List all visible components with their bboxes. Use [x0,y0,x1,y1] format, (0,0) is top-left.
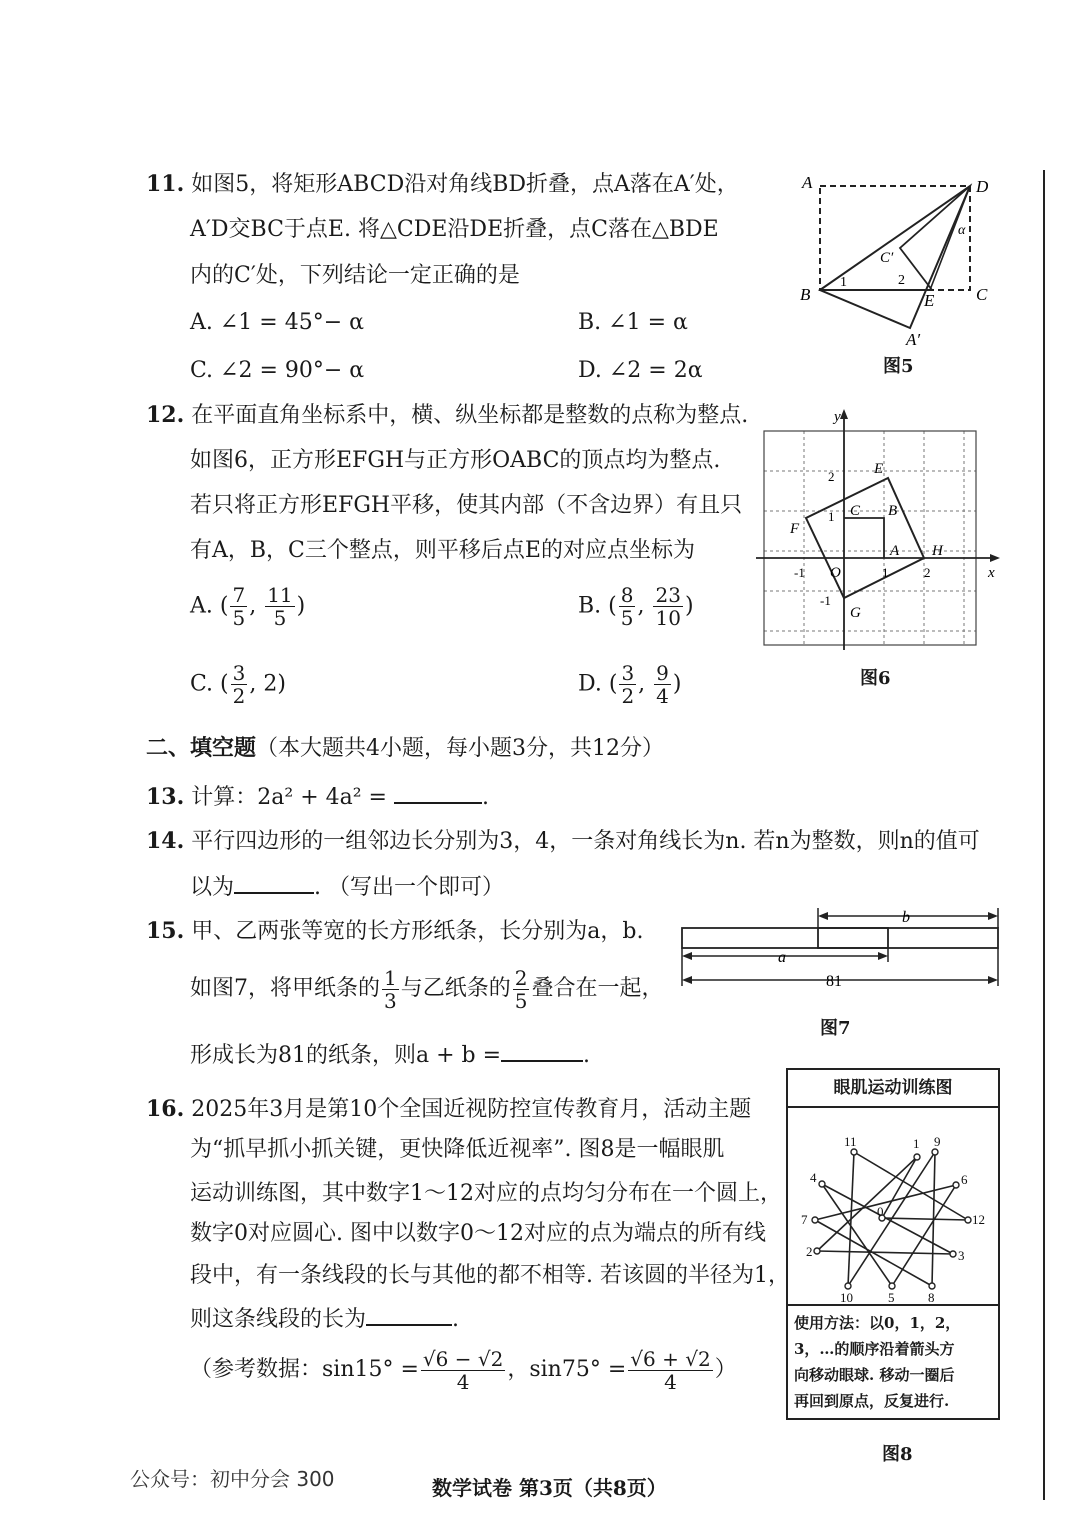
fig5-angle-2: 2 [898,273,905,288]
fig5-label-c-prime: C′ [880,250,894,266]
q12-option-c: C. ( $\frac{3}{2}$ , 2) [190,661,286,708]
fig6-grid [764,431,976,645]
q14-line2: 以为 . （写出一个即可） [190,875,505,900]
fig8-num-5: 5 [888,1290,895,1304]
fig6-label-y: y [834,409,841,425]
q11-text-1: 如图5，将矩形ABCD沿对角线BD折叠，点A落在A′处， [191,172,739,197]
folded-triangle [820,186,970,328]
fig6-label-f: F [790,521,800,537]
figure-8-box [786,1068,1000,1420]
q11-option-c: C. ∠2 = 90°− α [190,358,365,383]
q16-text-1: 2025年3月是第10个全国近视防控宣传教育月，活动主题 [191,1097,752,1122]
fig8-num-8: 8 [928,1290,935,1304]
square-oabc [844,518,884,558]
fig8-title: 眼肌运动训练图 [788,1070,998,1108]
fig5-label-a-prime: A′ [906,330,921,349]
fig6-tick-y1: 1 [828,509,835,524]
segment-de [930,186,970,290]
q16-line3: 运动训练图，其中数字1～12对应的点均匀分布在一个圆上， [190,1181,782,1206]
fig6-tick-y2: 2 [828,469,835,484]
fig6-tick-x2: 2 [924,565,931,580]
fig8-num-7: 7 [801,1212,808,1227]
figure-5 [790,170,1010,380]
q13: 13. 计算：2a² + 4a² = . [146,784,489,810]
fig6-tick-x1: 1 [882,565,889,580]
section-2-note: （本大题共4小题，每小题3分，共12分） [256,736,665,761]
fig8-num-6: 6 [961,1172,968,1187]
q16-reference: （参考数据：sin15° = $\frac{√6 - √2}{4}$ ，sin75° = $\frac{√6 + √2}{4}$ ） [190,1346,737,1394]
eye-training-diagram [788,1108,998,1304]
footer-watermark: 公众号：初中分会 300 [130,1467,335,1491]
fold-cde [900,186,970,290]
q16-line4: 数字0对应圆心. 图中以数字0～12对应的点为端点的所有线 [190,1221,766,1246]
q11-option-d: D. ∠2 = 2α [578,358,703,383]
q12-text-1: 在平面直角坐标系中，横、纵坐标都是整数的点称为整点. [191,403,749,428]
fig7-caption: 图7 [820,1018,851,1039]
fig5-label-c: C [976,285,988,304]
square-efgh [806,478,924,598]
q12-option-b: B. ( $\frac{8}{5}$ , $\frac{23}{10}$ ) [578,583,694,630]
fig8-num-0: 0 [877,1204,884,1219]
q11-option-b: B. ∠1 = α [578,310,688,335]
q13-text: 计算：2a² + 4a² = [191,785,387,810]
fig6-label-h: H [932,543,943,559]
fig7-label-81: 81 [826,973,842,990]
q12-line3: 若只将正方形EFGH平移，使其内部（不含边界）有且只 [190,493,743,518]
fig5-angle-alpha: α [958,223,966,238]
fig8-caption: 图8 [882,1444,913,1465]
q11-option-a: A. ∠1 = 45°− α [190,310,365,335]
fig8-num-11: 11 [844,1134,857,1149]
q16-line1 [146,1097,751,1122]
fig5-label-e: E [924,291,935,310]
strip-b [818,928,998,948]
fig6-label-x: x [988,565,995,581]
fig7-label-a: a [778,949,786,966]
q16-line2: 为“抓早抓小抓关键，更快降低近视率”. 图8是一幅眼肌 [190,1137,725,1162]
q12-line1 [146,403,748,428]
q11-line2: A′D交BC于点E. 将△CDE沿DE折叠，点C落在△BDE [190,217,719,242]
q12-line2: 如图6，正方形EFGH与正方形OABC的顶点均为整点. [190,448,721,473]
fig8-num-4: 4 [810,1170,817,1185]
q16-line5: 段中，有一条线段的长与其他的都不相等. 若该圆的半径为1， [190,1263,790,1288]
figure-7 [676,904,1006,994]
fig8-num-9: 9 [934,1134,941,1149]
q12-option-d: D. ( $\frac{3}{2}$ , $\frac{9}{4}$ ) [578,661,682,708]
fig6-label-g: G [850,605,861,621]
fig6-caption: 图6 [860,668,891,689]
q13-number: 13. [146,784,185,810]
q11-number: 11. [146,171,185,197]
fig8-num-3: 3 [958,1248,965,1263]
q15-text-1: 甲、乙两张等宽的长方形纸条，长分别为a，b. [191,919,644,944]
q11-line3: 内的C′处，下列结论一定正确的是 [190,263,520,288]
fig6-label-c: C [850,503,861,519]
q12-number: 12. [146,402,185,428]
q15-answer-blank[interactable] [501,1042,583,1062]
section-2-title: 二、填空题 [146,735,257,761]
fig6-tick-xm1: -1 [794,565,805,580]
fig5-angle-1: 1 [840,275,847,290]
fig8-num-1: 1 [913,1136,920,1151]
q16-answer-blank[interactable] [366,1306,452,1326]
q15-line3: 形成长为81的纸条，则a + b = . [190,1043,591,1068]
fig8-num-12: 12 [972,1212,985,1227]
fig8-usage: 使用方法：以0，1，2， 3，…的顺序沿着箭头方 向移动眼球. 移动一圈后 再回到原点，反复进行. [788,1304,998,1418]
q14-number: 14. [146,828,185,854]
q14-text-1: 平行四边形的一组邻边长分别为3，4，一条对角线长为n. 若n为整数，则n的值可 [191,829,980,854]
fig7-label-b: b [902,909,910,926]
margin-rule [1043,170,1045,1500]
q12-line4: 有A，B，C三个整点，则平移后点E的对应点坐标为 [190,538,695,563]
q14-answer-blank[interactable] [234,874,314,894]
fig6-label-b: B [888,503,898,519]
q13-answer-blank[interactable] [394,784,482,804]
fig8-num-2: 2 [806,1244,813,1259]
fig6-label-a: A [890,543,900,559]
q15-line2: 如图7，将甲纸条的 $\frac{1}{3}$ 与乙纸条的 $\frac{2}{5}$ 叠合在一起， [190,965,664,1013]
q16-line6: 则这条线段的长为 . [190,1307,460,1332]
fig6-tick-ym1: -1 [820,593,831,608]
q15-line1 [146,919,643,944]
q16-number: 16. [146,1096,185,1122]
fig5-label-a: A [802,173,813,192]
figure-6 [750,405,1010,655]
fig5-label-d: D [976,177,989,196]
q14-line1 [146,829,980,854]
fig5-label-b: B [800,285,811,304]
fig6-label-e: E [874,461,884,477]
q12-option-a: A. ( $\frac{7}{5}$ , $\frac{11}{5}$ ) [190,583,306,630]
q15-number: 15. [146,918,185,944]
strip-a [682,928,888,948]
fig8-num-10: 10 [840,1290,853,1304]
section-2-header [146,736,664,761]
fig5-caption: 图5 [883,356,914,377]
q11-line1 [146,172,739,197]
footer-page-info: 数学试卷 第3页（共8页） [432,1476,667,1500]
fig6-label-o: O [830,565,841,581]
